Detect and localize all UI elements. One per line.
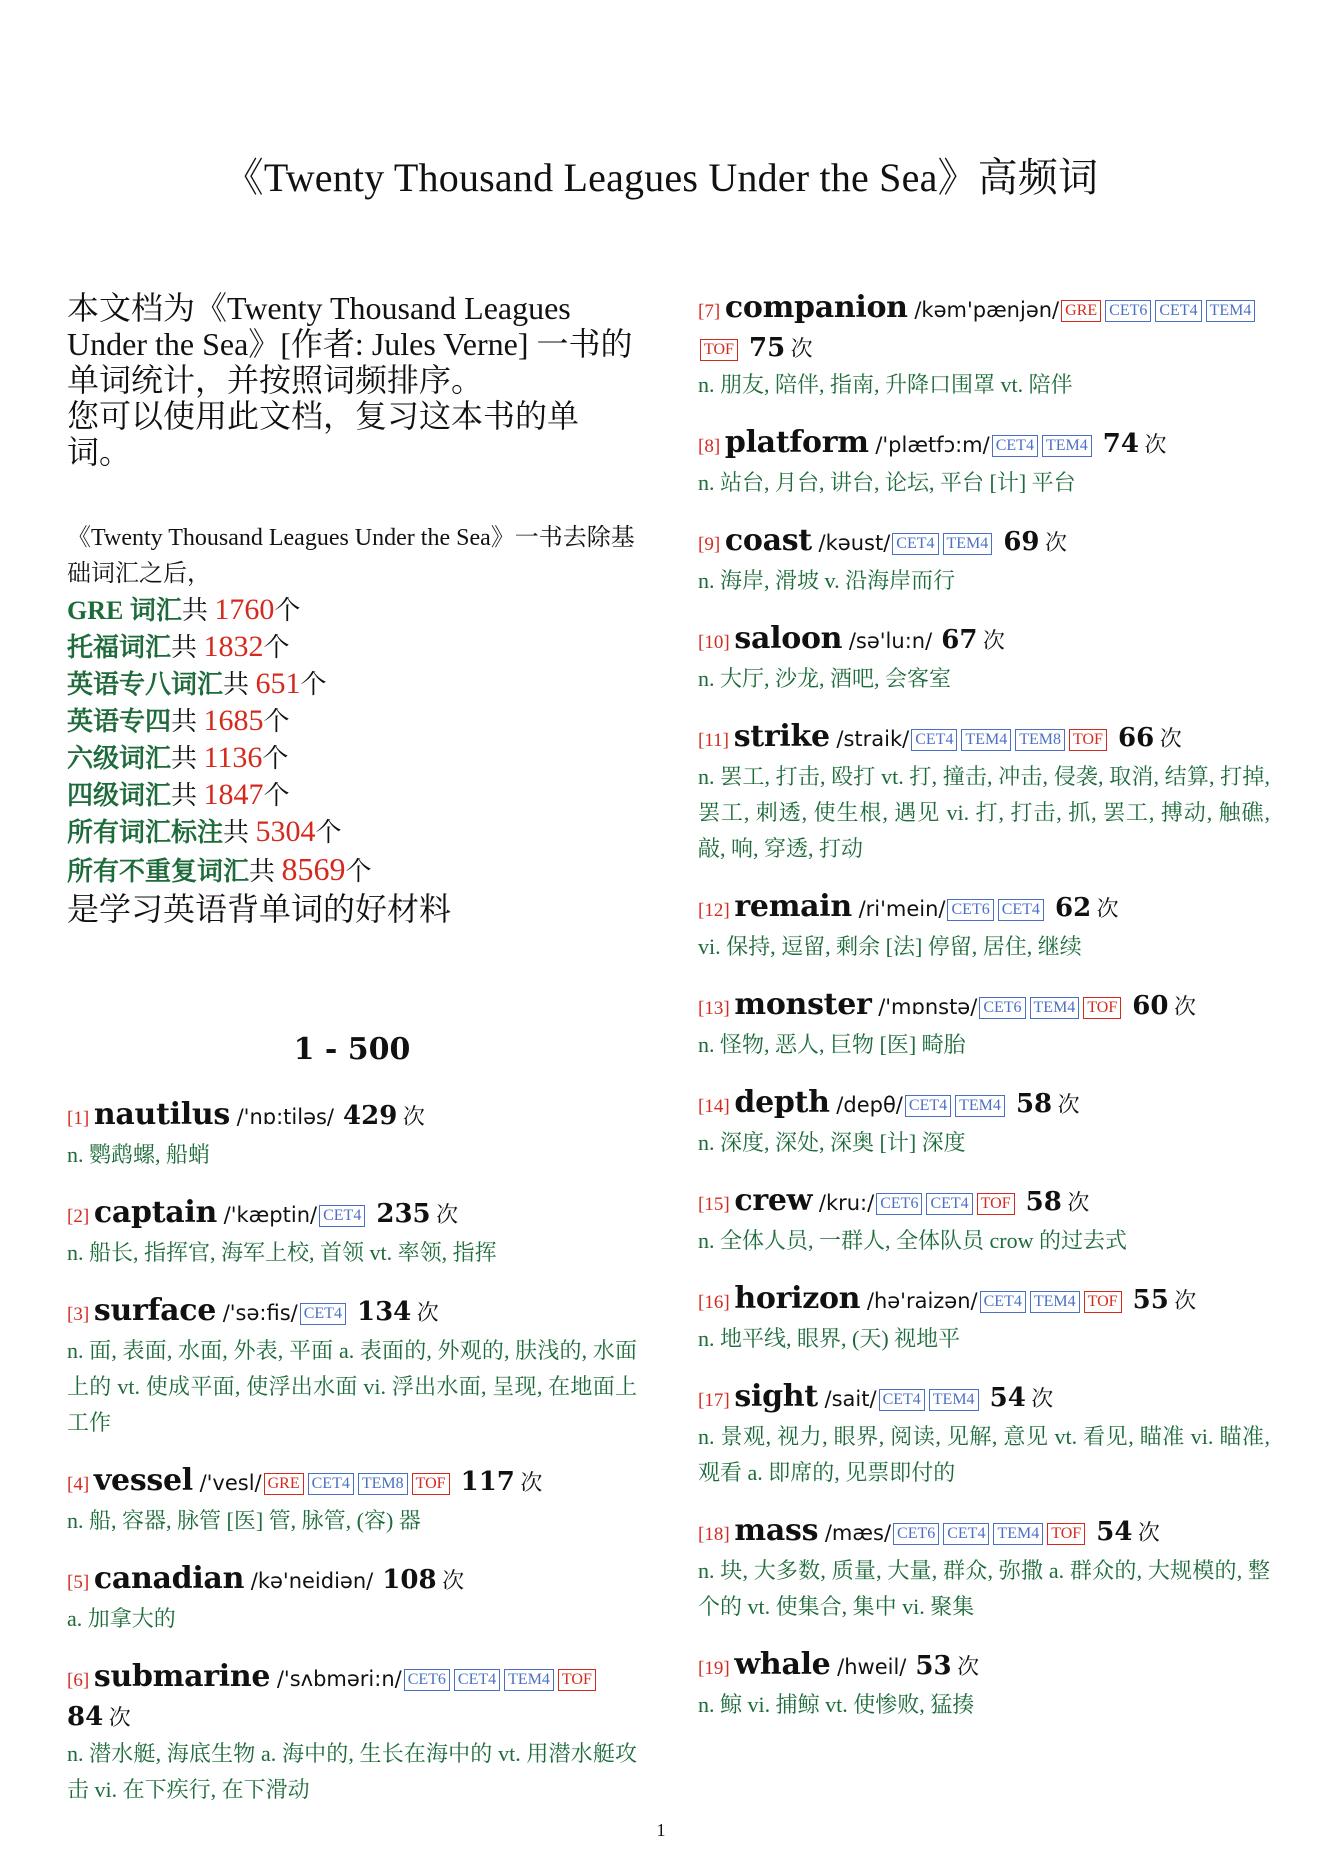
level-tag: TOF	[558, 1669, 596, 1691]
word-entry	[698, 425, 1270, 501]
level-tag: CET4	[926, 1193, 972, 1215]
entry-definition: n. 罢工, 打击, 殴打 vt. 打, 撞击, 冲击, 侵袭, 取消, 结算, 打掉, 罢工, 刺透, 使生根, 遇见 vi. 打, 打击, 抓, 罢工, 搏动, 触礁, 敲, 响, 穿透, 打动	[698, 764, 1270, 861]
word-entry	[698, 1513, 1270, 1625]
intro-line: 您可以使用此文档，复习这本书的单词。	[67, 398, 580, 470]
level-tag: CET6	[404, 1669, 450, 1691]
entry-count-unit: 次	[1168, 1288, 1197, 1313]
entry-head	[698, 1085, 1270, 1125]
entry-definition: n. 潜水艇, 海底生物 a. 海中的, 生长在海中的 vt. 用潜水艇攻击 vi. 在下疾行, 在下滑动	[67, 1741, 637, 1802]
stat-value: 1136	[203, 741, 263, 774]
entry-phonetic: /mæs/	[818, 1521, 892, 1545]
entry-index: [13]	[698, 998, 735, 1019]
level-tag: CET6	[1105, 300, 1151, 322]
stat-row	[67, 851, 637, 890]
level-tag: CET4	[454, 1669, 500, 1691]
entry-phonetic: /sait/	[817, 1387, 877, 1411]
stat-row	[67, 629, 637, 666]
entry-definition: n. 深度, 深处, 深奥 [计] 深度	[698, 1130, 966, 1155]
entry-phonetic: /kru:/	[812, 1191, 875, 1215]
entry-phonetic: /'kæptin/	[217, 1203, 318, 1227]
entry-word: coast	[724, 523, 812, 558]
entry-head	[67, 1659, 637, 1736]
entry-index: [17]	[698, 1390, 735, 1411]
entry-count: 58	[1016, 1187, 1062, 1217]
entry-index: [16]	[698, 1292, 735, 1313]
word-entry	[67, 1195, 637, 1271]
word-entry	[698, 1281, 1270, 1357]
entry-count-unit: 次	[1132, 1520, 1160, 1545]
level-tag: TEM4	[993, 1523, 1043, 1545]
entry-definition: n. 景观, 视力, 眼界, 阅读, 见解, 意见 vt. 看见, 瞄准 vi. 瞄准, 观看 a. 即席的, 见票即付的	[698, 1424, 1270, 1485]
level-tag: CET4	[879, 1389, 925, 1411]
word-entry	[698, 523, 1270, 599]
entry-head	[698, 1379, 1270, 1419]
entry-word: vessel	[93, 1463, 193, 1498]
entry-definition: n. 船长, 指挥官, 海军上校, 首领 vt. 率领, 指挥	[67, 1240, 497, 1265]
entry-count: 54	[980, 1383, 1026, 1413]
stat-mid: 共	[171, 707, 204, 736]
level-tag: TEM4	[504, 1669, 554, 1691]
intro-block	[67, 290, 637, 470]
entry-index: [19]	[698, 1658, 735, 1679]
entry-word: remain	[734, 889, 852, 924]
entry-definition: n. 船, 容器, 脉管 [医] 管, 脉管, (容) 器	[67, 1508, 421, 1533]
entry-head	[698, 621, 1270, 661]
entry-phonetic: /'sʌbməri:n/	[270, 1667, 402, 1691]
level-tag: CET4	[1155, 300, 1201, 322]
stat-mid: 共	[171, 633, 204, 662]
level-tag: GRE	[1061, 300, 1101, 322]
entry-definition: n. 鲸 vi. 捕鲸 vt. 使惨败, 猛揍	[698, 1692, 975, 1717]
level-tag: TOF	[1084, 1291, 1122, 1313]
entry-count: 66	[1108, 723, 1155, 753]
entry-phonetic: /'nɒ:tiləs/	[229, 1105, 334, 1129]
entry-definition: a. 加拿大的	[67, 1606, 176, 1631]
entry-index: [9]	[698, 534, 725, 555]
entry-phonetic: /'mɒnstə/	[871, 995, 978, 1019]
word-entry	[698, 1183, 1270, 1259]
entry-count-unit: 次	[514, 1470, 543, 1495]
stat-row	[67, 666, 637, 703]
stat-value: 1760	[214, 593, 275, 626]
entry-word: nautilus	[93, 1097, 230, 1132]
level-tag: TEM4	[1030, 1291, 1080, 1313]
stat-label: 所有词汇标注	[67, 818, 224, 847]
stats-list	[67, 592, 637, 890]
entry-head	[698, 719, 1270, 759]
entry-index: [1]	[67, 1108, 94, 1129]
entry-index: [15]	[698, 1194, 735, 1215]
entry-head	[698, 1647, 1270, 1687]
entry-count: 62	[1045, 893, 1092, 923]
entry-count-unit: 次	[411, 1300, 439, 1325]
level-tag: TEM4	[1030, 997, 1080, 1019]
entry-count: 235	[367, 1199, 431, 1229]
word-entry	[698, 1379, 1270, 1491]
entry-index: [12]	[698, 900, 735, 921]
stat-unit: 个	[300, 670, 327, 699]
entry-count: 69	[994, 527, 1040, 557]
entry-word: whale	[734, 1647, 831, 1682]
entry-phonetic: /kə'neidiən/	[244, 1569, 374, 1593]
entry-definition: n. 怪物, 恶人, 巨物 [医] 畸胎	[698, 1032, 966, 1057]
level-tag: CET4	[998, 899, 1044, 921]
level-tag: TOF	[1069, 729, 1107, 751]
entry-definition: n. 朋友, 陪伴, 指南, 升降口围罩 vt. 陪伴	[698, 372, 1073, 397]
level-tag: CET6	[893, 1523, 939, 1545]
level-tag: TEM8	[358, 1473, 408, 1495]
level-tag: TEM4	[1206, 300, 1256, 322]
level-tag: TEM4	[1042, 435, 1092, 457]
entry-head	[67, 1293, 637, 1333]
entry-head	[67, 1195, 637, 1235]
word-entry	[67, 1097, 637, 1173]
entry-head	[67, 1463, 637, 1503]
entry-head	[698, 1513, 1270, 1553]
entry-list-left	[67, 1097, 637, 1808]
word-entry	[67, 1463, 637, 1539]
level-tag: CET4	[911, 729, 957, 751]
word-entry	[67, 1561, 637, 1637]
stat-label: GRE 词汇	[67, 596, 182, 625]
stat-row	[67, 592, 637, 629]
entry-index: [3]	[67, 1304, 94, 1325]
entry-count: 58	[1006, 1089, 1053, 1119]
entry-index: [7]	[698, 301, 725, 322]
entry-index: [4]	[67, 1474, 94, 1495]
entry-count: 134	[347, 1297, 412, 1327]
entry-count: 54	[1087, 1517, 1133, 1547]
stat-unit: 个	[263, 781, 290, 810]
entry-head	[698, 987, 1270, 1027]
entry-count-unit: 次	[397, 1104, 425, 1129]
entry-index: [11]	[698, 730, 734, 751]
entry-phonetic: /kəm'pænjən/	[907, 298, 1060, 322]
entry-count-unit: 次	[1052, 1092, 1080, 1117]
entry-phonetic: /kəust/	[811, 531, 891, 555]
entry-definition: n. 面, 表面, 水面, 外表, 平面 a. 表面的, 外观的, 肤浅的, 水面上的 vt. 使成平面, 使浮出水面 vi. 浮出水面, 呈现, 在地面上工作	[67, 1338, 637, 1435]
entry-count-unit: 次	[436, 1568, 465, 1593]
level-tag: CET4	[319, 1205, 365, 1227]
stat-unit: 个	[345, 857, 372, 886]
word-entry	[698, 1647, 1270, 1723]
entry-count-unit: 次	[977, 628, 1005, 653]
page-title: 《Twenty Thousand Leagues Under the Sea》高频词	[223, 155, 1099, 200]
stat-value: 1685	[203, 704, 264, 737]
level-tag: CET4	[905, 1095, 951, 1117]
level-tag: TOF	[977, 1193, 1015, 1215]
stat-label: 四级词汇	[67, 781, 172, 810]
word-entry	[67, 1659, 637, 1808]
entry-index: [18]	[698, 1524, 735, 1545]
range-heading: 1 - 500	[293, 1032, 411, 1067]
summary-block	[67, 520, 637, 928]
summary-lead: 《Twenty Thousand Leagues Under the Sea》一书去除基础词汇之后，	[67, 525, 635, 587]
level-tag: CET4	[980, 1291, 1026, 1313]
word-entry	[698, 621, 1270, 697]
level-tag: TEM8	[1015, 729, 1065, 751]
word-entry	[698, 290, 1270, 403]
level-tag: CET4	[943, 1523, 989, 1545]
stat-row	[67, 814, 637, 851]
stat-mid: 共	[171, 744, 204, 773]
entry-count: 55	[1123, 1285, 1169, 1315]
stat-unit: 个	[262, 744, 289, 773]
entry-phonetic: /hə'raizən/	[860, 1289, 978, 1313]
entry-word: canadian	[93, 1561, 245, 1596]
level-tag: CET4	[892, 533, 938, 555]
level-tag: TEM4	[961, 729, 1011, 751]
entry-count-unit: 次	[1154, 726, 1182, 751]
entry-count-unit: 次	[951, 1654, 980, 1679]
level-tag: GRE	[264, 1473, 304, 1495]
entry-count: 74	[1093, 429, 1139, 459]
entry-word: saloon	[734, 621, 843, 656]
stat-value: 1847	[203, 778, 264, 811]
entry-count: 84	[67, 1702, 104, 1732]
stat-row	[67, 777, 637, 814]
entry-definition: n. 鹦鹉螺, 船蛸	[67, 1142, 211, 1167]
entry-list-right	[698, 290, 1270, 1723]
stat-mid: 共	[171, 781, 204, 810]
stat-mid: 共	[249, 857, 282, 886]
entry-head	[67, 1561, 637, 1601]
entry-count-unit: 次	[1168, 994, 1196, 1019]
entry-index: [5]	[67, 1572, 94, 1593]
entry-definition: n. 地平线, 眼界, (天) 视地平	[698, 1326, 961, 1351]
entry-count-unit: 次	[785, 336, 813, 361]
entry-definition: n. 全体人员, 一群人, 全体队员 crow 的过去式	[698, 1228, 1127, 1253]
entry-phonetic: /'sə:fis/	[216, 1301, 298, 1325]
stat-mid: 共	[223, 670, 256, 699]
stat-row	[67, 703, 637, 740]
entry-definition: n. 块, 大多数, 质量, 大量, 群众, 弥撒 a. 群众的, 大规模的, 整个的 vt. 使集合, 集中 vi. 聚集	[698, 1558, 1270, 1619]
stat-label: 英语专四	[67, 707, 172, 736]
stat-unit: 个	[263, 707, 290, 736]
stat-label: 所有不重复词汇	[67, 857, 250, 886]
entry-phonetic: /ri'mein/	[851, 897, 946, 921]
stat-unit: 个	[315, 818, 342, 847]
level-tag: TOF	[1083, 997, 1121, 1019]
stat-value: 8569	[281, 851, 346, 887]
entry-word: crew	[734, 1183, 813, 1218]
stat-label: 托福词汇	[67, 633, 172, 662]
stat-mid: 共	[223, 818, 256, 847]
summary-outro: 是学习英语背单词的好材料	[67, 891, 452, 927]
entry-count: 53	[906, 1651, 952, 1681]
entry-definition: n. 大厅, 沙龙, 酒吧, 会客室	[698, 666, 952, 691]
entry-count-unit: 次	[1138, 432, 1167, 457]
entry-word: submarine	[93, 1659, 271, 1694]
entry-head	[698, 290, 1270, 367]
stat-row	[67, 740, 637, 777]
entry-head	[698, 889, 1270, 929]
stat-value: 5304	[255, 815, 316, 848]
entry-head	[698, 1183, 1270, 1223]
level-tag: TEM4	[955, 1095, 1005, 1117]
entry-word: captain	[93, 1195, 217, 1230]
entry-head	[698, 1281, 1270, 1321]
level-tag: CET6	[876, 1193, 922, 1215]
entry-word: companion	[724, 290, 908, 325]
level-tag: TEM4	[943, 533, 993, 555]
entry-phonetic: /straik/	[829, 727, 910, 751]
left-column	[67, 290, 637, 1830]
entry-word: mass	[734, 1513, 819, 1548]
stat-value: 651	[255, 667, 301, 700]
level-tag: CET4	[308, 1473, 354, 1495]
level-tag: TOF	[1047, 1523, 1085, 1545]
entry-count: 60	[1123, 991, 1169, 1021]
word-entry	[67, 1293, 637, 1441]
entry-head	[698, 425, 1270, 465]
entry-count-unit: 次	[103, 1705, 131, 1730]
level-tag: CET4	[300, 1303, 346, 1325]
entry-phonetic: /depθ/	[829, 1093, 903, 1117]
entry-word: horizon	[734, 1281, 861, 1316]
entry-word: surface	[93, 1293, 217, 1328]
entry-head	[698, 523, 1270, 563]
word-entry	[698, 987, 1270, 1063]
stat-label: 英语专八词汇	[67, 670, 224, 699]
entry-count: 108	[373, 1565, 437, 1595]
entry-count-unit: 次	[1039, 530, 1068, 555]
entry-count: 67	[932, 625, 978, 655]
level-tag: TOF	[412, 1473, 450, 1495]
entry-phonetic: /sə'lu:n/	[842, 629, 933, 653]
word-entry	[698, 1085, 1270, 1161]
entry-index: [8]	[698, 436, 725, 457]
entry-count-unit: 次	[1091, 896, 1119, 921]
word-entry	[698, 719, 1270, 867]
page-number: 1	[656, 1820, 666, 1840]
entry-word: depth	[734, 1085, 830, 1120]
entry-definition: n. 站台, 月台, 讲台, 论坛, 平台 [计] 平台	[698, 470, 1076, 495]
stat-unit: 个	[263, 633, 290, 662]
entry-count: 117	[451, 1467, 515, 1497]
entry-phonetic: /hweil/	[830, 1655, 907, 1679]
intro-line: 本文档为《Twenty Thousand Leagues Under the Sea》[作者: Jules Verne] 一书的单词统计，并按照词频排序。	[67, 290, 633, 398]
stat-label: 六级词汇	[67, 744, 172, 773]
level-tag: TOF	[700, 339, 738, 361]
entry-index: [6]	[67, 1670, 94, 1691]
stat-mid: 共	[181, 596, 215, 625]
entry-definition: n. 海岸, 滑坡 v. 沿海岸而行	[698, 568, 956, 593]
word-entry	[698, 889, 1270, 965]
stat-unit: 个	[274, 596, 301, 625]
entry-phonetic: /'plætfɔ:m/	[868, 433, 990, 457]
entry-count-unit: 次	[1025, 1386, 1054, 1411]
entry-phonetic: /'vesl/	[192, 1471, 262, 1495]
entry-count: 429	[334, 1101, 398, 1131]
entry-index: [10]	[698, 632, 735, 653]
entry-word: platform	[724, 425, 869, 460]
entry-count-unit: 次	[430, 1202, 459, 1227]
right-column	[698, 290, 1270, 1745]
entry-count: 75	[739, 333, 786, 363]
level-tag: CET4	[992, 435, 1038, 457]
level-tag: TEM4	[929, 1389, 979, 1411]
level-tag: CET6	[947, 899, 993, 921]
entry-head	[67, 1097, 637, 1137]
entry-word: sight	[734, 1379, 818, 1414]
entry-word: strike	[733, 719, 830, 754]
entry-index: [14]	[698, 1096, 735, 1117]
entry-index: [2]	[67, 1206, 94, 1227]
entry-word: monster	[734, 987, 872, 1022]
level-tag: CET6	[979, 997, 1025, 1019]
entry-count-unit: 次	[1061, 1190, 1090, 1215]
entry-definition: vi. 保持, 逗留, 剩余 [法] 停留, 居住, 继续	[698, 934, 1082, 959]
stat-value: 1832	[203, 630, 264, 663]
